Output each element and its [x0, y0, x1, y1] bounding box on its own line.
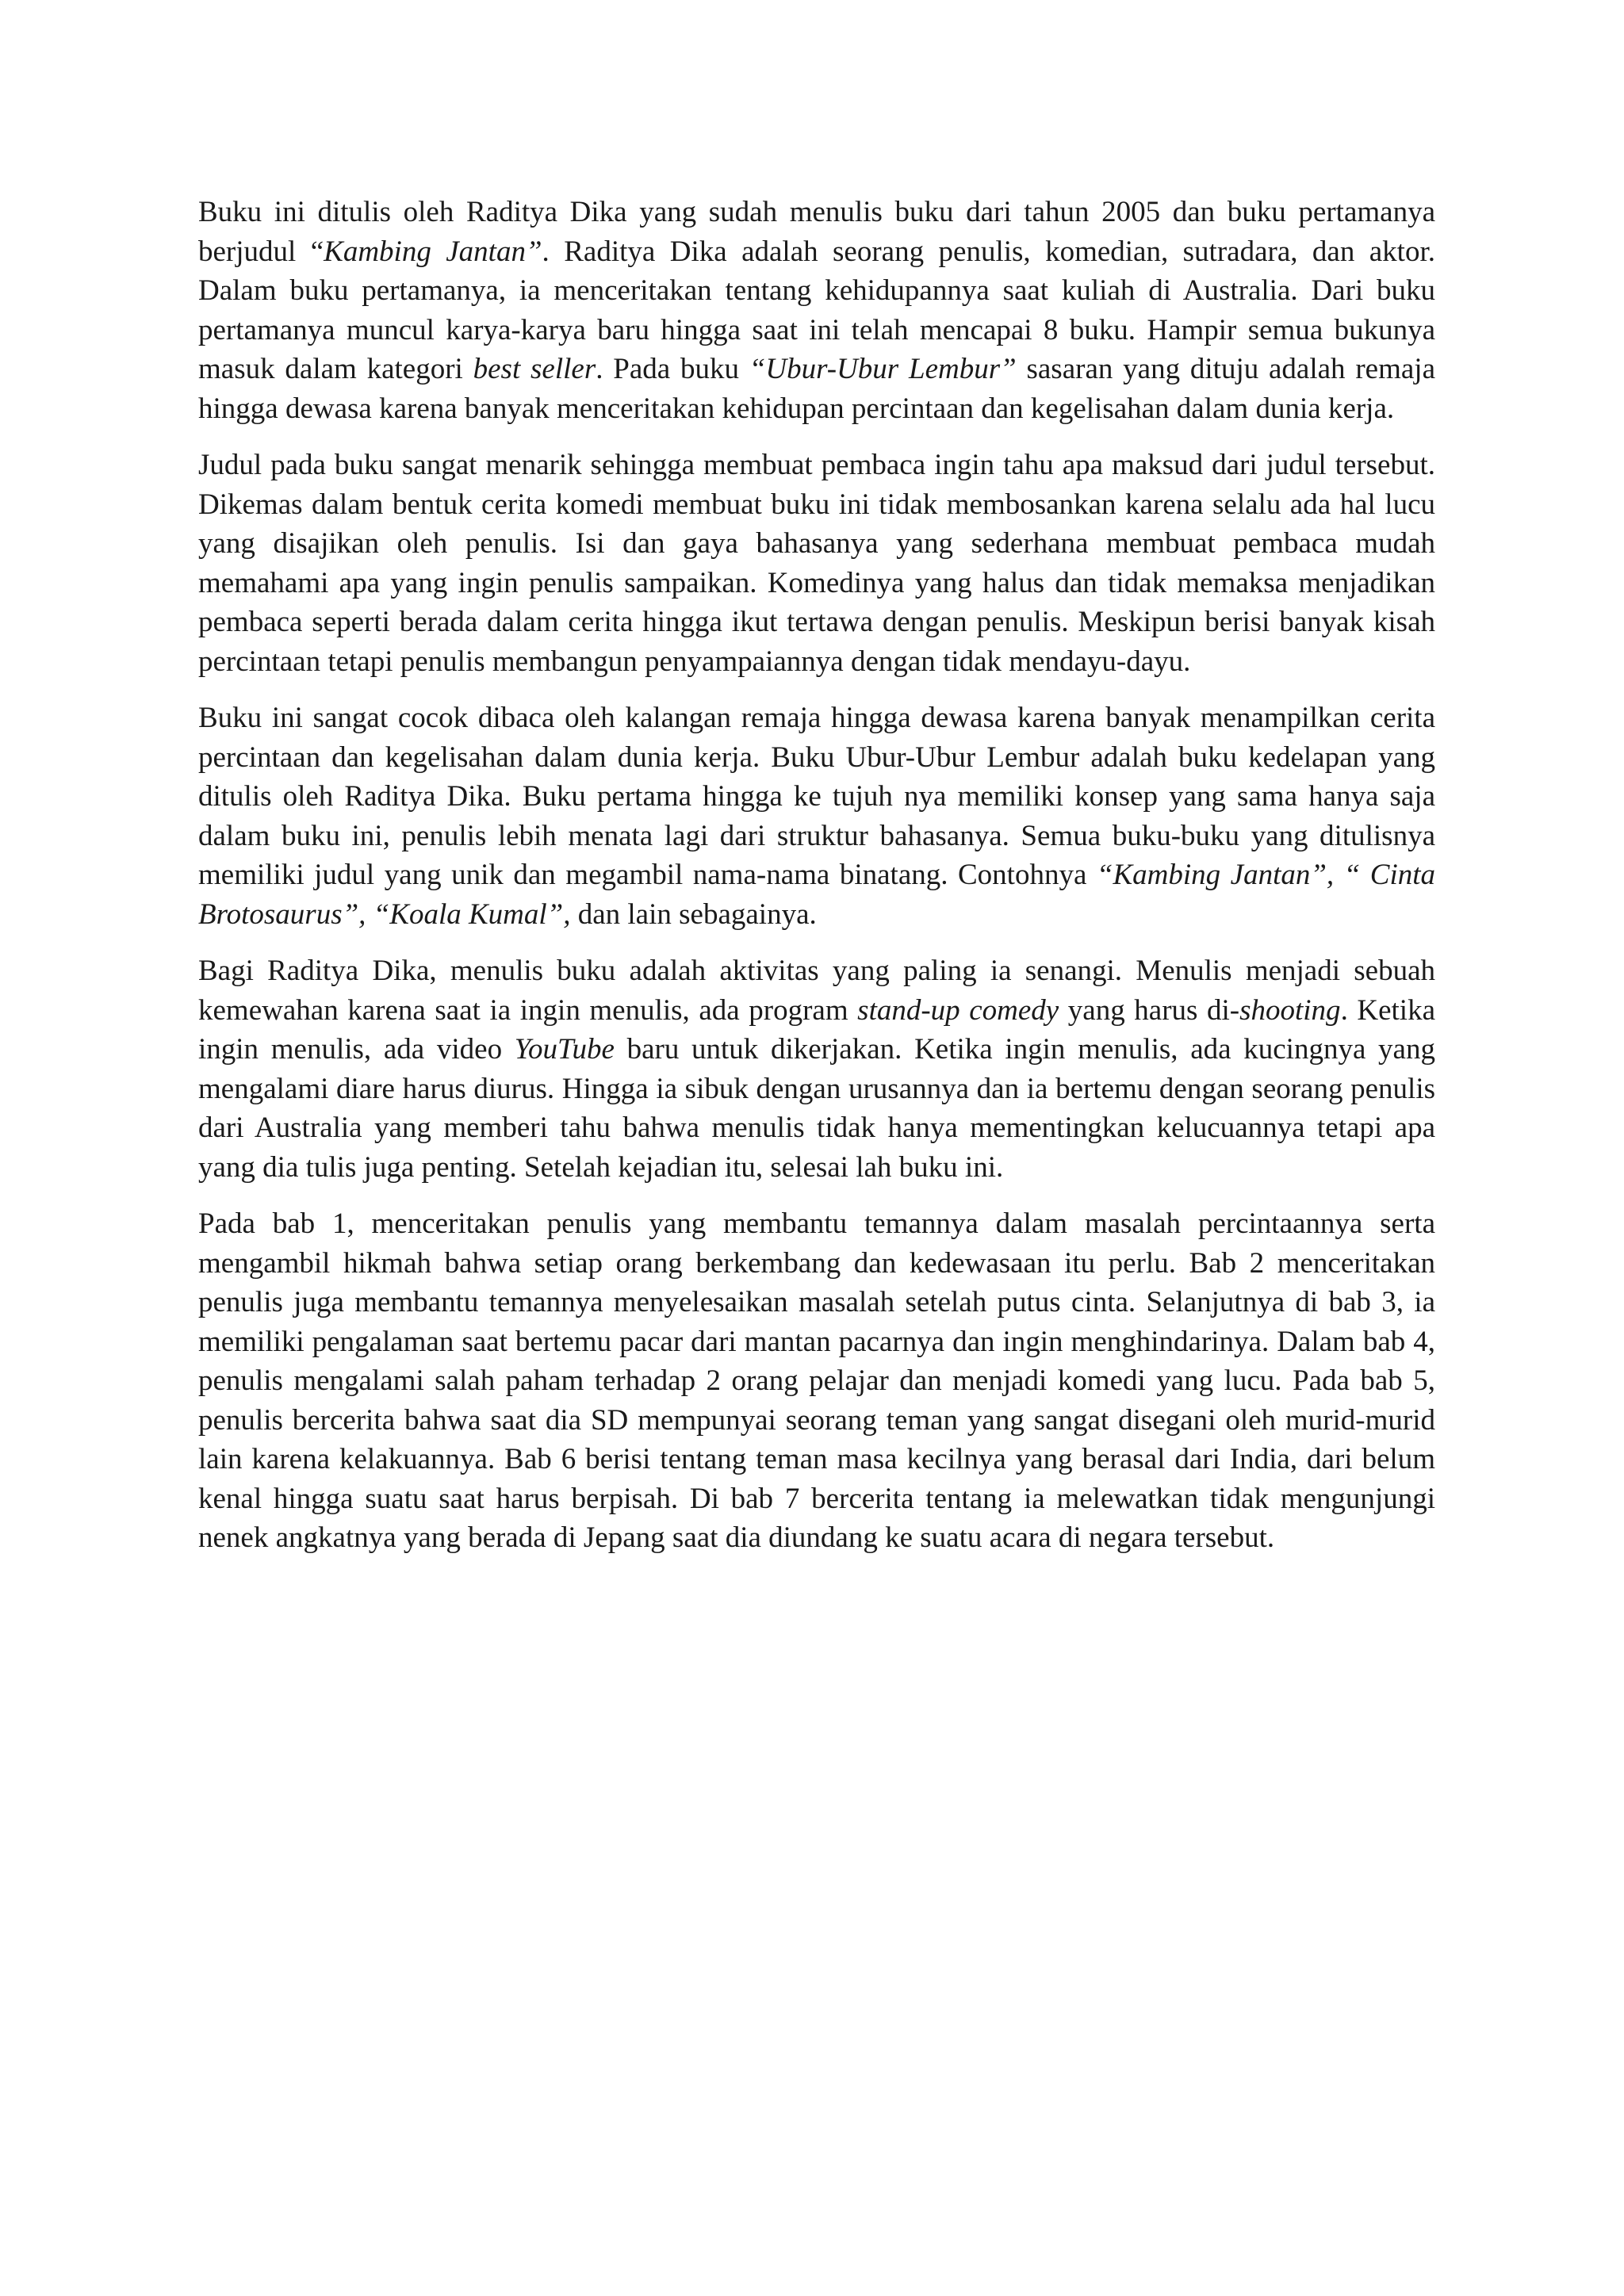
- text-run-italic: Kambing Jantan”: [324, 235, 542, 268]
- text-run-italic: YouTube: [514, 1033, 615, 1066]
- text-run: . Ketika ingin menulis, ada video: [198, 993, 1435, 1066]
- paragraph-1: [198, 193, 1435, 428]
- text-run: Buku ini sangat cocok dibaca oleh kalangan remaja hingga dewasa karena banyak menampilkan cerita percintaan dan kegelisahan dalam dunia kerja. Buku Ubur-Ubur Lembur adalah buku kedelapan yang ditulis oleh Raditya Dika. Buku pertama hingga ke tujuh nya memiliki konsep yang sama hanya saja dalam buku ini, penulis lebih menata lagi dari struktur bahasanya. Semua buku-buku yang ditulisnya memiliki judul yang unik dan megambil nama-nama binatang. Contohnya: [198, 702, 1435, 891]
- text-run: . Pada buku: [596, 353, 749, 385]
- paragraph-5: [198, 1204, 1435, 1558]
- text-run-italic: “Ubur-Ubur Lembur”: [749, 353, 1017, 385]
- text-run-italic: shooting: [1239, 993, 1341, 1027]
- document-body: [198, 193, 1435, 1575]
- paragraph-4: [198, 951, 1435, 1187]
- text-run-italic: best seller: [473, 353, 596, 385]
- paragraph-2: [198, 446, 1435, 681]
- text-run: baru untuk dikerjakan. Ketika ingin menulis, ada kucingnya yang mengalami diare harus diurus. Hingga ia sibuk dengan urusannya dan ia bertemu dengan seorang penulis dari Australia yang memberi tahu bahwa menulis tidak hanya mementingkan kelucuannya tetapi apa yang dia tulis juga penting. Setelah kejadian itu, selesai lah buku ini.: [198, 1033, 1435, 1184]
- text-run: Judul pada buku sangat menarik sehingga membuat pembaca ingin tahu apa maksud dari judul tersebut. Dikemas dalam bentuk cerita komedi membuat buku ini tidak membosankan karena selalu ada hal lucu yang disajikan oleh penulis. Isi dan gaya bahasanya yang sederhana membuat pembaca mudah memahami apa yang ingin penulis sampaikan. Komedinya yang halus dan tidak memaksa menjadikan pembaca seperti berada dalam cerita hingga ikut tertawa dengan penulis. Meskipun berisi banyak kisah percintaan tetapi penulis membangun penyampaiannya dengan tidak mendayu-dayu.: [198, 449, 1435, 678]
- text-run: Pada bab 1, menceritakan penulis yang membantu temannya dalam masalah percintaannya serta mengambil hikmah bahwa setiap orang berkembang dan kedewasaan itu perlu. Bab 2 menceritakan penulis juga membantu temannya menyelesaikan masalah setelah putus cinta. Selanjutnya di bab 3, ia memiliki pengalaman saat bertemu pacar dari mantan pacarnya dan ingin menghindarinya. Dalam bab 4, penulis mengalami salah paham terhadap 2 orang pelajar dan menjadi komedi yang lucu. Pada bab 5, penulis bercerita bahwa saat dia SD mempunyai seorang teman yang sangat disegani oleh murid-murid lain karena kelakuannya. Bab 6 berisi tentang teman masa kecilnya yang berasal dari India, dari belum kenal hingga suatu saat harus berpisah. Di bab 7 bercerita tentang ia melewatkan tidak mengunjungi nenek angkatnya yang berada di Jepang saat dia diundang ke suatu acara di negara tersebut.: [198, 1207, 1435, 1554]
- text-run: Bagi Raditya Dika, menulis buku adalah aktivitas yang paling ia senangi. Menulis menjadi sebuah kemewahan karena saat ia ingin menulis, ada program: [198, 955, 1435, 1027]
- text-run: . Raditya Dika adalah seorang penulis, komedian, sutradara, dan aktor. Dalam buku pertamanya, ia menceritakan tentang kehidupannya saat kuliah di Australia. Dari buku pertamanya muncul karya-karya baru hingga saat ini telah mencapai 8 buku. Hampir semua bukunya masuk dalam kategori: [198, 235, 1435, 385]
- text-run: sasaran yang dituju adalah remaja hingga dewasa karena banyak menceritakan kehidupan percintaan dan kegelisahan dalam dunia kerja.: [198, 353, 1436, 425]
- paragraph-3: [198, 698, 1435, 934]
- text-run: Buku ini ditulis oleh Raditya Dika yang sudah menulis buku dari tahun 2005 dan buku pertamanya berjudul “: [198, 196, 1435, 268]
- text-run-italic: “Kambing Jantan”, “ Cinta Brotosaurus”, “Koala Kumal”,: [198, 859, 1436, 931]
- text-run: yang harus di-: [1059, 993, 1240, 1027]
- text-run-italic: stand-up comedy: [857, 993, 1059, 1027]
- text-run: dan lain sebagainya.: [570, 897, 817, 931]
